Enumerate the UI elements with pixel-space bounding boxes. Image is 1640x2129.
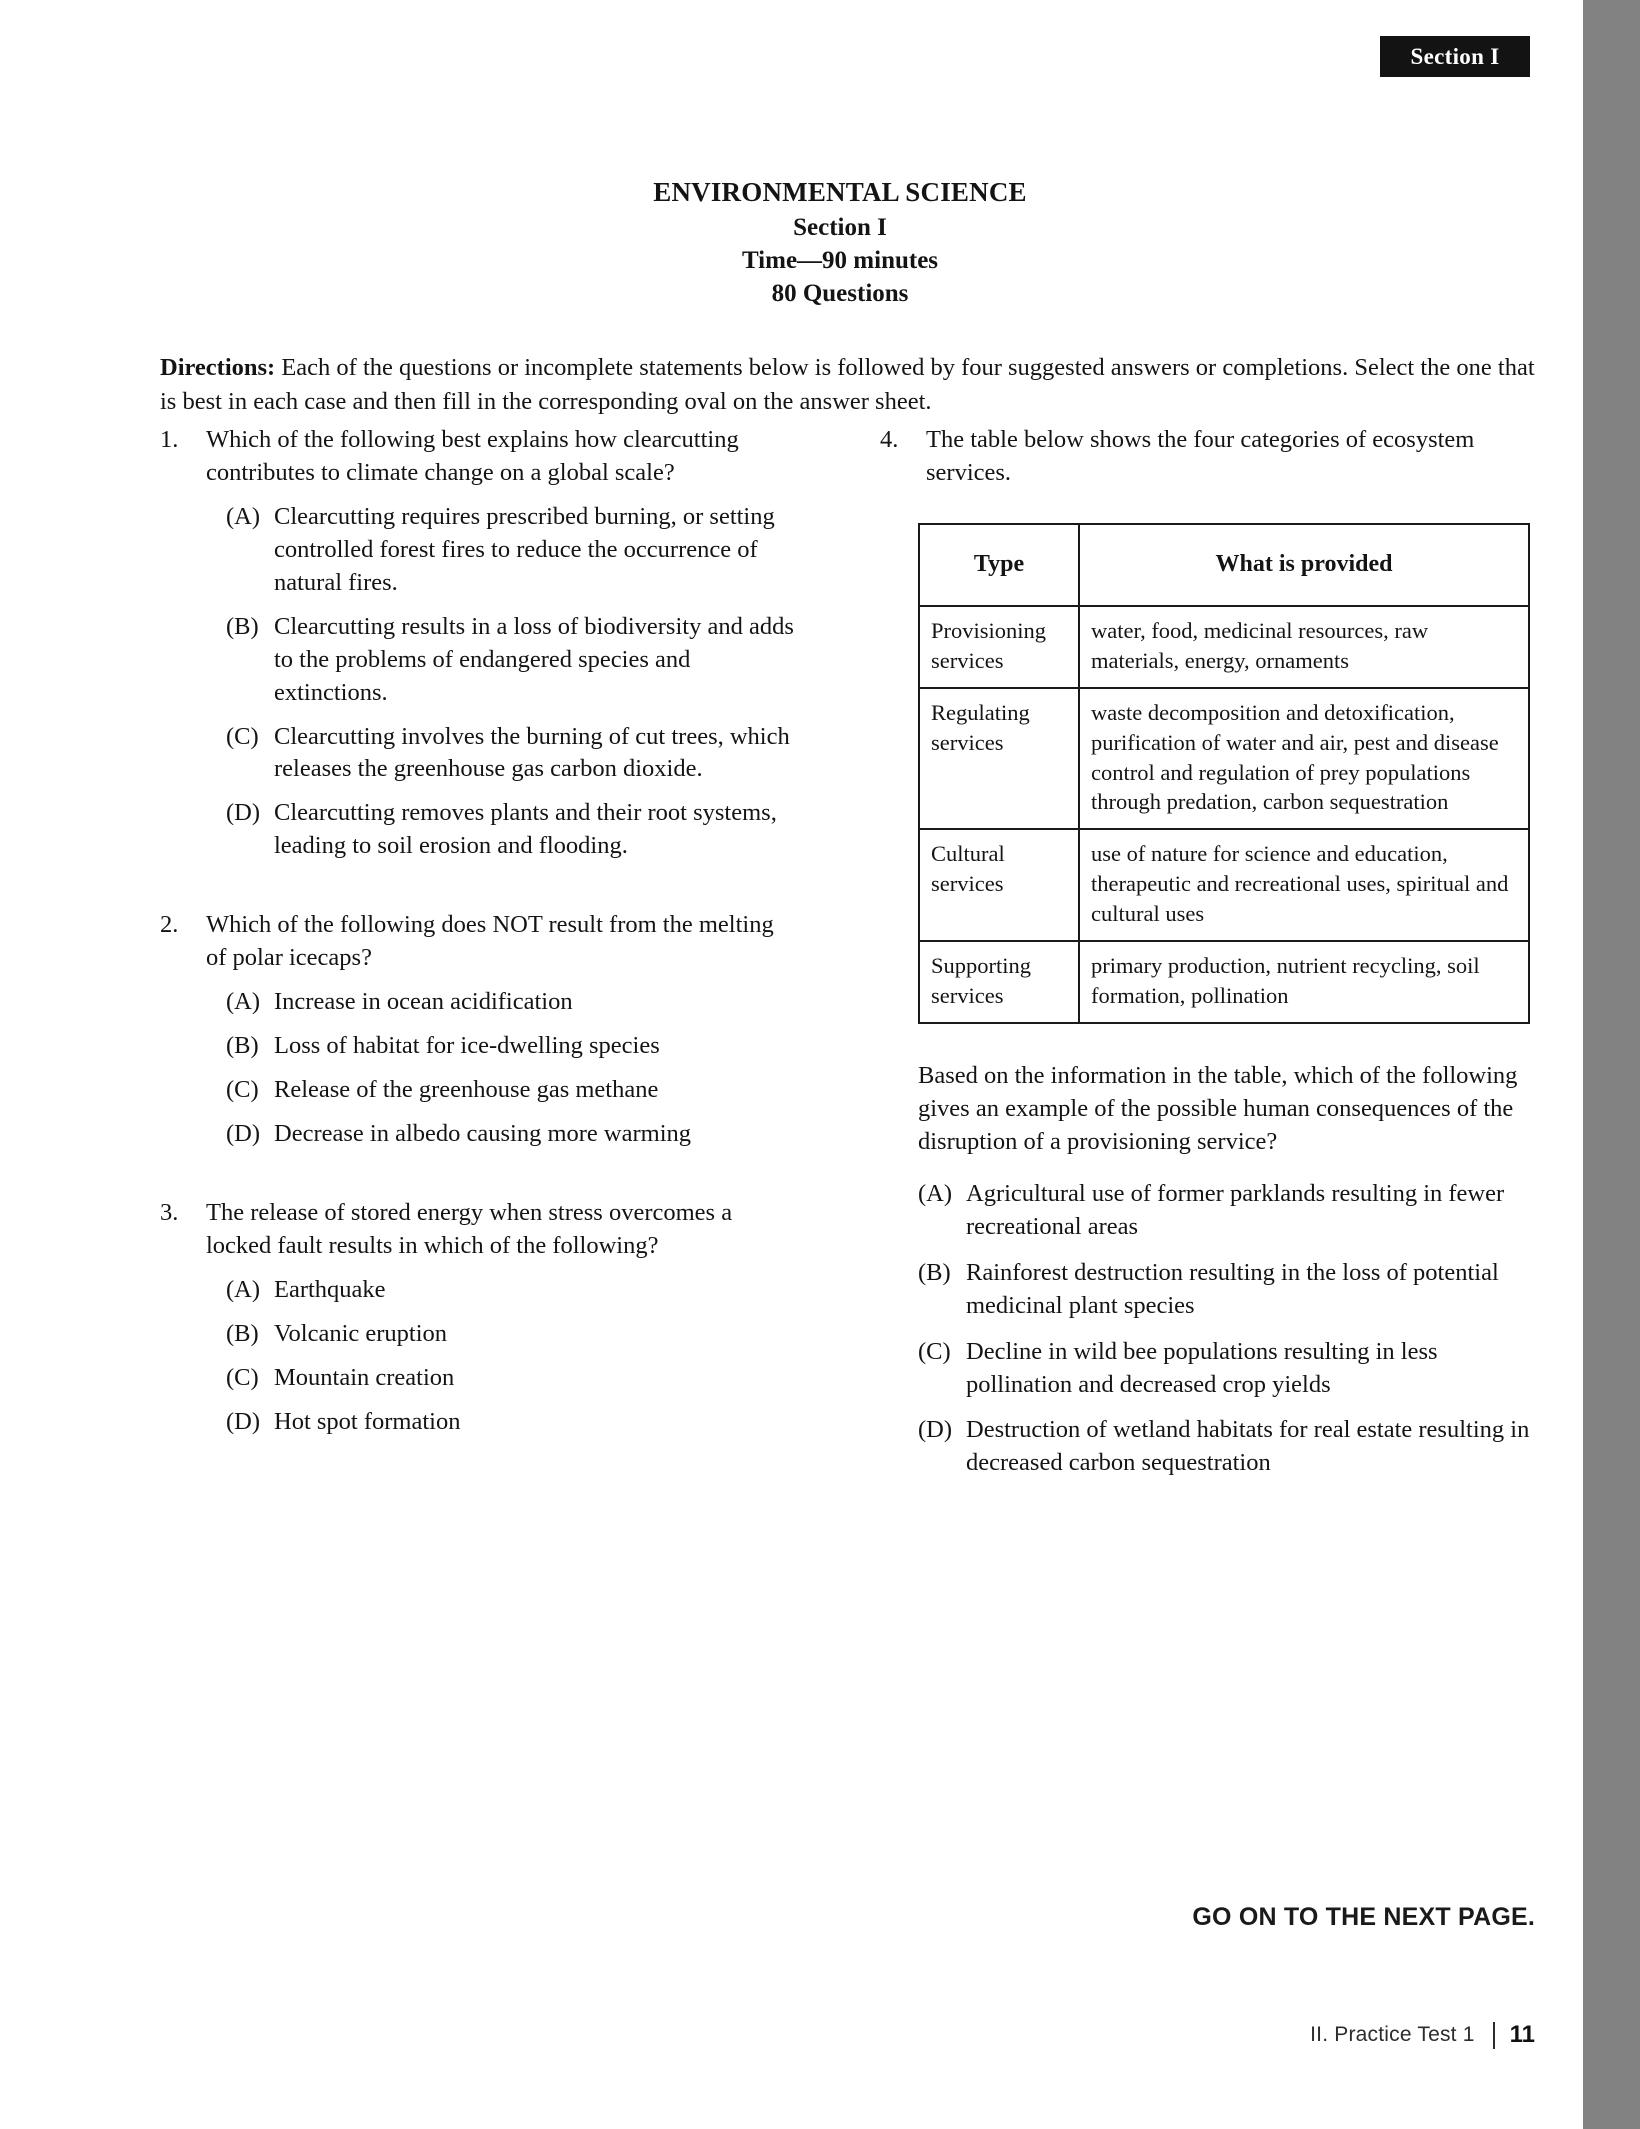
choice-text: Clearcutting involves the burning of cut trees, which releases the greenhouse gas carbon dioxide. [274, 722, 790, 783]
cell-provided-cultural: use of nature for science and education, therapeutic and recreational uses, spiritual and cultural uses [1079, 829, 1529, 941]
column-header-type: Type [919, 524, 1079, 606]
question-1 [160, 424, 800, 863]
question-3-choices [160, 1274, 800, 1439]
choice-label: (B) [226, 1032, 259, 1060]
exam-time-allotment: Time—90 minutes [741, 246, 939, 274]
table-row [919, 941, 1529, 1023]
directions-label: Directions: [160, 353, 276, 381]
question-1-choice-a[interactable] [160, 501, 800, 600]
choice-label: (A) [226, 988, 261, 1016]
cell-type-regulating: Regulating services [919, 688, 1079, 830]
choice-text: Hot spot formation [274, 1407, 461, 1435]
question-2-choice-a[interactable] [160, 986, 800, 1019]
question-2-choice-c[interactable] [160, 1074, 800, 1107]
exam-section-title: Section I [793, 213, 887, 241]
question-4-choice-b[interactable] [880, 1257, 1540, 1323]
page-footer [160, 2021, 1535, 2049]
exam-question-count: 80 Questions [771, 279, 909, 307]
choice-label: (C) [226, 722, 259, 750]
choice-text: Release of the greenhouse gas methane [274, 1076, 659, 1103]
question-column-right [880, 424, 1540, 1508]
choice-text: Decline in wild bee populations resulting in less pollination and decreased crop yields [966, 1337, 1438, 1398]
cell-provided-regulating: waste decomposition and detoxification, purification of water and air, pest and disease control and regulation of prey populations through predation, carbon sequestration [1079, 688, 1529, 830]
page-number: 11 [1509, 2021, 1535, 2048]
question-3-number: 3. [160, 1198, 179, 1226]
choice-text: Increase in ocean acidification [274, 988, 573, 1016]
choice-text: Decrease in albedo causing more warming [274, 1119, 692, 1147]
question-2 [160, 909, 800, 1151]
choice-label: (C) [226, 1363, 259, 1391]
choice-text: Clearcutting results in a loss of biodiversity and adds to the problems of endangered species and extinctions. [274, 612, 794, 706]
question-2-choice-b[interactable] [160, 1030, 800, 1063]
exam-title-block [160, 175, 1520, 310]
table-row [919, 829, 1529, 941]
cell-provided-supporting: primary production, nutrient recycling, soil formation, pollination [1079, 941, 1529, 1023]
question-spacer [160, 891, 800, 909]
question-3-choice-c[interactable] [160, 1362, 800, 1395]
question-2-head [160, 909, 800, 975]
exam-subject-title: ENVIRONMENTAL SCIENCE [653, 177, 1027, 207]
cell-provided-provisioning: water, food, medicinal resources, raw materials, energy, ornaments [1079, 606, 1529, 688]
question-3-choice-a[interactable] [160, 1274, 800, 1307]
question-4-stem: The table below shows the four categories of ecosystem services. [926, 426, 1475, 486]
go-on-notice: GO ON TO THE NEXT PAGE. [1192, 1903, 1535, 1931]
choice-label: (B) [226, 1319, 259, 1347]
question-2-stem: Which of the following does NOT result from the melting of polar icecaps? [206, 911, 774, 972]
choice-text: Mountain creation [274, 1363, 455, 1391]
question-3 [160, 1197, 800, 1439]
choice-label: (D) [226, 799, 261, 827]
choice-text: Clearcutting removes plants and their root systems, leading to soil erosion and flooding. [274, 799, 777, 860]
choice-label: (A) [226, 502, 261, 530]
question-4-number: 4. [880, 426, 899, 453]
question-1-choice-b[interactable] [160, 611, 800, 710]
question-2-number: 2. [160, 911, 179, 939]
question-2-choices [160, 986, 800, 1151]
question-4-choice-a[interactable] [880, 1178, 1540, 1244]
footer-divider [1493, 2022, 1495, 2049]
choice-label: (B) [226, 612, 259, 640]
choice-text: Loss of habitat for ice-dwelling species [274, 1032, 660, 1060]
choice-label: (C) [918, 1337, 951, 1365]
question-column-left [160, 424, 800, 1467]
question-1-stem: Which of the following best explains how clearcutting contributes to climate change on a global scale? [206, 426, 739, 486]
question-3-stem: The release of stored energy when stress overcomes a locked fault results in which of the following? [206, 1198, 733, 1259]
question-1-choice-d[interactable] [160, 797, 800, 863]
choice-label: (D) [918, 1416, 953, 1444]
choice-label: (D) [226, 1119, 261, 1147]
choice-text: Destruction of wetland habitats for real estate resulting in decreased carbon sequestration [966, 1416, 1530, 1477]
ecosystem-services-table-wrapper [918, 523, 1528, 1024]
column-header-what-is-provided: What is provided [1079, 524, 1529, 606]
question-2-choice-d[interactable] [160, 1118, 800, 1151]
directions-paragraph [160, 351, 1535, 421]
question-4-head [880, 424, 1540, 490]
question-1-head [160, 424, 800, 490]
choice-text: Volcanic eruption [274, 1319, 448, 1347]
choice-text: Earthquake [274, 1275, 386, 1303]
question-4-choice-c[interactable] [880, 1336, 1540, 1402]
choice-label: (A) [918, 1179, 953, 1207]
question-3-head [160, 1197, 800, 1263]
question-1-number: 1. [160, 426, 179, 453]
choice-text: Rainforest destruction resulting in the loss of potential medicinal plant species [966, 1258, 1499, 1319]
question-spacer [160, 1179, 800, 1197]
question-1-choice-c[interactable] [160, 721, 800, 787]
question-4-choice-d[interactable] [880, 1414, 1540, 1480]
question-1-choices [160, 501, 800, 863]
footer-breadcrumb: II. Practice Test 1 [1310, 2023, 1475, 2046]
cell-type-provisioning: Provisioning services [919, 606, 1079, 688]
section-tab-label: Section I [1410, 43, 1500, 69]
question-4 [880, 424, 1540, 1480]
table-row [919, 688, 1529, 830]
question-3-choice-b[interactable] [160, 1318, 800, 1351]
question-4-choices [880, 1178, 1540, 1481]
choice-label: (A) [226, 1275, 261, 1303]
choice-label: (C) [226, 1076, 259, 1103]
ecosystem-services-table [918, 523, 1530, 1024]
question-4-followup-text: Based on the information in the table, which of the following gives an example of the possible human consequences of the disruption of a provisioning service? [918, 1062, 1518, 1155]
choice-text: Clearcutting requires prescribed burning, or setting controlled forest fires to reduce the occurrence of natural fires. [274, 502, 775, 596]
choice-text: Agricultural use of former parklands resulting in fewer recreational areas [966, 1179, 1505, 1240]
directions-text: Each of the questions or incomplete statements below is followed by four suggested answers or completions. Select the one that is best in each case and then fill in the corresponding oval on the answer sheet. [160, 353, 1535, 416]
question-3-choice-d[interactable] [160, 1406, 800, 1439]
page-edge-gray-band [1583, 0, 1640, 2129]
cell-type-cultural: Cultural services [919, 829, 1079, 941]
choice-label: (B) [918, 1258, 951, 1286]
table-header-row [919, 524, 1529, 606]
cell-type-supporting: Supporting services [919, 941, 1079, 1023]
choice-label: (D) [226, 1407, 261, 1435]
table-row [919, 606, 1529, 688]
section-tab [1380, 36, 1530, 77]
